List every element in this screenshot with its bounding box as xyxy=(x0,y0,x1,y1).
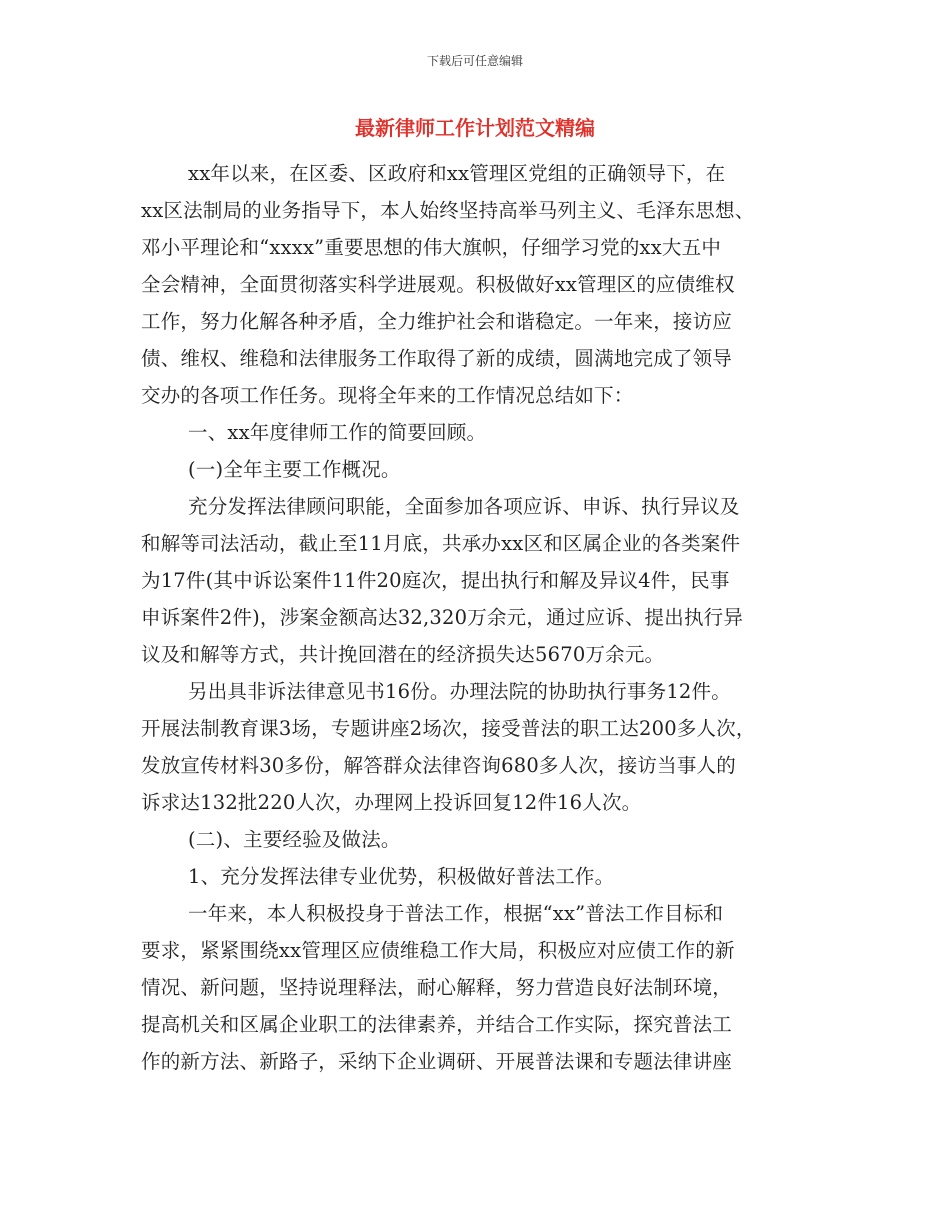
body-line: 诉求达132批220人次，办理网上投诉回复12件16人次。 xyxy=(141,791,642,814)
body-line: 和解等司法活动，截止至11月底，共承办xx区和区属企业的各类案件 xyxy=(141,532,741,555)
body-line: 为17件(其中诉讼案件11件20庭次，提出执行和解及异议4件，民事 xyxy=(141,569,730,592)
body-line: 开展法制教育课3场，专题讲座2场次，接受普法的职工达200多人次， xyxy=(141,717,756,740)
body-line: 债、维权、维稳和法律服务工作取得了新的成绩，圆满地完成了领导 xyxy=(141,347,733,370)
subsection-heading: (一)全年主要工作概况。 xyxy=(188,458,401,481)
body-line: 要求，紧紧围绕xx管理区应债维稳工作大局，积极应对应债工作的新 xyxy=(141,939,735,962)
body-line: 充分发挥法律顾问职能，全面参加各项应诉、申诉、执行异议及 xyxy=(188,495,740,518)
body-line: 工作，努力化解各种矛盾，全力维护社会和谐稳定。一年来，接访应 xyxy=(141,310,733,333)
body-line: 一年来，本人积极投身于普法工作，根据“xx”普法工作目标和 xyxy=(188,902,724,925)
body-line: xx年以来，在区委、区政府和xx管理区党组的正确领导下，在 xyxy=(188,162,726,185)
body-line: 全会精神，全面贯彻落实科学进展观。积极做好xx管理区的应债维权 xyxy=(141,273,735,296)
body-line: 作的新方法、新路子，采纳下企业调研、开展普法课和专题法律讲座 xyxy=(141,1050,733,1073)
body-line: 交办的各项工作任务。现将全年来的工作情况总结如下： xyxy=(141,384,634,407)
body-line: 申诉案件2件)，涉案金额高达32,320万余元，通过应诉、提出执行异 xyxy=(141,606,744,629)
section-heading: 一、xx年度律师工作的简要回顾。 xyxy=(188,421,487,444)
subsection-heading: (二)、主要经验及做法。 xyxy=(188,828,401,851)
body-line: 提高机关和区属企业职工的法律素养，并结合工作实际，探究普法工 xyxy=(141,1013,733,1036)
body-line: 邓小平理论和“xxxx”重要思想的伟大旗帜，仔细学习党的xx大五中 xyxy=(141,236,722,259)
body-line: 情况、新问题，坚持说理释法，耐心解释，努力营造良好法制环境， xyxy=(141,976,733,999)
body-line: 发放宣传材料30多份，解答群众法律咨询680多人次，接访当事人的 xyxy=(141,754,736,777)
body-line: xx区法制局的业务指导下，本人始终坚持高举马列主义、毛泽东思想、 xyxy=(141,199,755,222)
page-header-note: 下载后可任意编辑 xyxy=(426,54,523,68)
body-line: 另出具非诉法律意见书16份。办理法院的协助执行事务12件。 xyxy=(188,680,731,703)
document-title: 最新律师工作计划范文精编 xyxy=(355,116,595,140)
item-heading: 1、充分发挥法律专业优势，积极做好普法工作。 xyxy=(188,865,615,888)
body-line: 议及和解等方式，共计挽回潜在的经济损失达5670万余元。 xyxy=(141,643,665,666)
